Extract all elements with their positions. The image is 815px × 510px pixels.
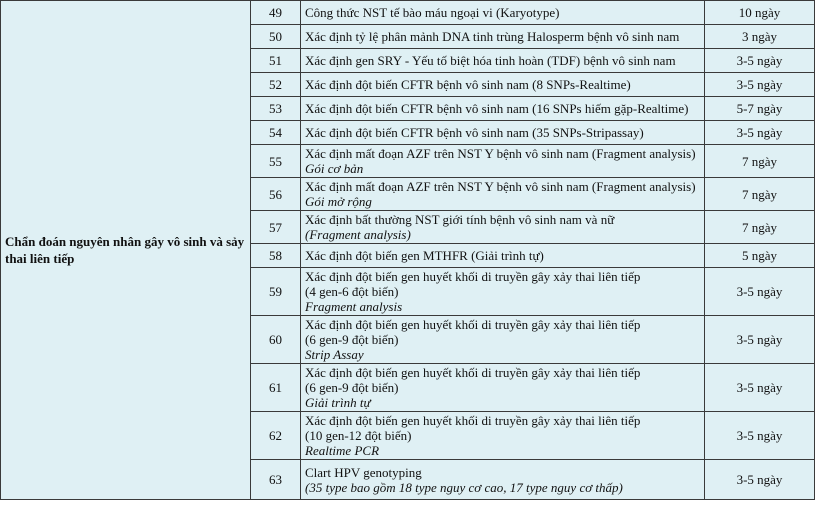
test-description: [301, 121, 705, 145]
description-note: Realtime PCR: [305, 443, 380, 458]
turnaround-time: 3-5 ngày: [705, 412, 815, 460]
description-line: Xác định tỷ lệ phân mảnh DNA tinh trùng Halosperm bệnh vô sinh nam: [305, 29, 680, 44]
test-description: [301, 412, 705, 460]
description-line: Công thức NST tế bào máu ngoại vi (Karyotype): [305, 5, 560, 20]
description-note: (35 type bao gồm 18 type nguy cơ cao, 17 type nguy cơ thấp): [305, 479, 623, 495]
row-number: 63: [251, 460, 301, 500]
row-number: 56: [251, 178, 301, 211]
test-description: [301, 145, 705, 178]
test-description: [301, 268, 705, 316]
turnaround-time: 3-5 ngày: [705, 268, 815, 316]
test-description: [301, 73, 705, 97]
row-number: 52: [251, 73, 301, 97]
turnaround-time: 10 ngày: [705, 1, 815, 25]
test-description: [301, 25, 705, 49]
turnaround-time: 3-5 ngày: [705, 460, 815, 500]
test-description: [301, 49, 705, 73]
description-line: Xác định đột biến CFTR bệnh vô sinh nam (16 SNPs hiếm gặp-Realtime): [305, 101, 689, 116]
description-line: Xác định đột biến gen huyết khối di truyền gây xảy thai liên tiếp: [305, 269, 641, 284]
turnaround-time: 7 ngày: [705, 145, 815, 178]
turnaround-time: 5-7 ngày: [705, 97, 815, 121]
description-note: (Fragment analysis): [305, 227, 411, 242]
row-number: 59: [251, 268, 301, 316]
row-number: 51: [251, 49, 301, 73]
row-number: 61: [251, 364, 301, 412]
category-cell: Chẩn đoán nguyên nhân gây vô sinh và sảy thai liên tiếp: [1, 1, 251, 500]
turnaround-time: 3-5 ngày: [705, 364, 815, 412]
turnaround-time: 7 ngày: [705, 211, 815, 244]
turnaround-time: 5 ngày: [705, 244, 815, 268]
description-line: (4 gen-6 đột biến): [305, 284, 399, 299]
description-line: Clart HPV genotyping: [305, 464, 422, 480]
description-line: Xác định đột biến gen huyết khối di truyền gây xảy thai liên tiếp: [305, 317, 641, 332]
row-number: 55: [251, 145, 301, 178]
description-line: Xác định bất thường NST giới tính bệnh vô sinh nam và nữ: [305, 212, 615, 227]
description-line: Xác định đột biến gen MTHFR (Giải trình tự): [305, 248, 544, 263]
description-line: Xác định đột biến CFTR bệnh vô sinh nam (35 SNPs-Stripassay): [305, 125, 644, 140]
test-description: [301, 178, 705, 211]
row-number: 58: [251, 244, 301, 268]
turnaround-time: 3-5 ngày: [705, 121, 815, 145]
description-note: Strip Assay: [305, 347, 364, 362]
description-note: Gói cơ bản: [305, 161, 364, 176]
description-note: Fragment analysis: [305, 299, 403, 314]
row-number: 62: [251, 412, 301, 460]
description-line: Xác định đột biến gen huyết khối di truyền gây xảy thai liên tiếp: [305, 413, 641, 428]
description-line: (6 gen-9 đột biến): [305, 380, 399, 395]
turnaround-time: 3-5 ngày: [705, 49, 815, 73]
row-number: 57: [251, 211, 301, 244]
description-line: Xác định mất đoạn AZF trên NST Y bệnh vô sinh nam (Fragment analysis): [305, 179, 696, 194]
description-line: Xác định gen SRY - Yếu tố biệt hóa tinh hoàn (TDF) bệnh vô sinh nam: [305, 53, 676, 68]
row-number: 53: [251, 97, 301, 121]
test-description: [301, 1, 705, 25]
turnaround-time: 3 ngày: [705, 25, 815, 49]
row-number: 49: [251, 1, 301, 25]
test-description: [301, 460, 705, 500]
test-description: [301, 97, 705, 121]
description-line: (10 gen-12 đột biến): [305, 428, 412, 443]
turnaround-time: 7 ngày: [705, 178, 815, 211]
description-note: Giải trình tự: [305, 395, 371, 410]
description-line: Xác định đột biến gen huyết khối di truyền gây xảy thai liên tiếp: [305, 365, 641, 380]
description-line: (6 gen-9 đột biến): [305, 332, 399, 347]
turnaround-time: 3-5 ngày: [705, 73, 815, 97]
turnaround-time: 3-5 ngày: [705, 316, 815, 364]
test-description: [301, 316, 705, 364]
row-number: 50: [251, 25, 301, 49]
test-description: [301, 364, 705, 412]
description-note: Gói mở rộng: [305, 194, 372, 209]
row-number: 54: [251, 121, 301, 145]
table-row: [1, 1, 815, 25]
test-description: [301, 244, 705, 268]
table-body: [1, 1, 815, 500]
description-line: Xác định đột biến CFTR bệnh vô sinh nam (8 SNPs-Realtime): [305, 77, 631, 92]
test-description: [301, 211, 705, 244]
description-line: Xác định mất đoạn AZF trên NST Y bệnh vô sinh nam (Fragment analysis): [305, 146, 696, 161]
row-number: 60: [251, 316, 301, 364]
